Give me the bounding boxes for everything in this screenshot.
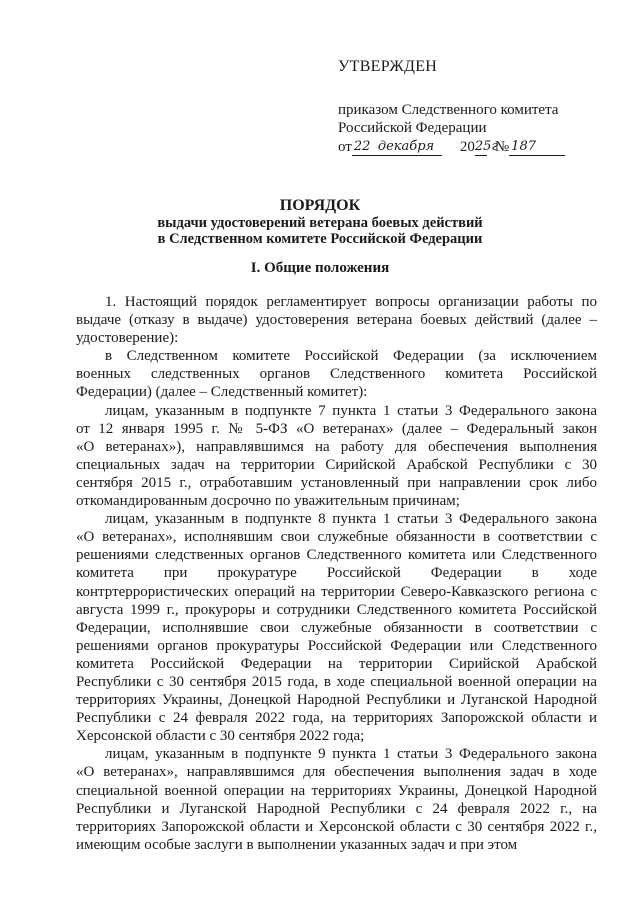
paragraph-1-line-1: 1. Настоящий порядок регламентирует вопросы организации работы по bbox=[105, 294, 597, 310]
paragraph-4-line-13: Херсонской области с 30 сентября 2022 года; bbox=[76, 728, 365, 745]
paragraph-2-line-1: в Следственном комитете Российской Федерации (за исключением bbox=[105, 348, 597, 365]
approval-line-1: приказом Следственного комитета bbox=[338, 102, 559, 118]
paragraph-3-line-2: от 12 января 1995 г. № 5-ФЗ «О ветеранах» (далее – Федеральный закон bbox=[76, 420, 597, 437]
paragraph-3-line-1: лицам, указанным в подпункте 7 пункта 1 статьи 3 Федерального закона bbox=[105, 402, 597, 419]
date-year-suffix: 25г bbox=[474, 139, 498, 154]
date-year-prefix: 20 bbox=[459, 139, 475, 155]
paragraph-4-line-1: лицам, указанным в подпункте 8 пункта 1 статьи 3 Федерального закона bbox=[105, 511, 597, 528]
date-prefix: от bbox=[338, 139, 352, 155]
paragraph-4-line-12: Республики с 24 февраля 2022 года, на территориях Запорожской области и bbox=[76, 710, 597, 727]
paragraph-3-line-5: сентября 2015 г., отработавшим установленный при направлении срок либо bbox=[76, 474, 597, 491]
date-month: декабря bbox=[376, 139, 442, 156]
paragraph-3-line-6: откомандированным досрочно по уважительным причинам; bbox=[76, 493, 460, 510]
approval-stamp bbox=[338, 58, 588, 156]
paragraph-4-line-6: августа 1999 г., прокуроры и сотрудники Следственного комитета Российской bbox=[76, 601, 597, 618]
paragraph-5-line-3: специальной военной операции на территориях Украины, Донецкой Народной bbox=[76, 782, 597, 799]
section-heading: I. Общие положения bbox=[250, 260, 390, 276]
paragraph-5-line-1: лицам, указанным в подпункте 9 пункта 1 статьи 3 Федерального закона bbox=[105, 746, 597, 763]
paragraph-1-line-2: выдаче (отказу в выдаче) удостоверения ветерана боевых действий (далее – bbox=[76, 312, 597, 329]
paragraph-4-line-10: Республики с 30 сентября 2015 года, в ходе специальной военной операции на bbox=[76, 673, 597, 690]
approval-line-2: Российской Федерации bbox=[338, 120, 487, 136]
paragraph-5-line-4: Республики и Луганской Народной Республики с 24 февраля 2022 г., на bbox=[76, 800, 597, 817]
order-number: 187 bbox=[509, 139, 565, 156]
paragraph-4-line-4: комитета при прокуратуре Российской Федерации в ходе bbox=[76, 565, 597, 582]
document-body bbox=[76, 293, 597, 854]
document-subtitle-line-2: в Следственном комитете Российской Федерации bbox=[157, 231, 483, 247]
paragraph-3-line-4: специальных задач на территории Сирийской Арабской Республики с 30 bbox=[76, 456, 597, 473]
approval-heading: УТВЕРЖДЕН bbox=[338, 58, 438, 75]
paragraph-4-line-7: Федерации, исполнявшие свои служебные обязанности в соответствии с bbox=[76, 619, 597, 636]
paragraph-4-line-2: «О ветеранах», исполнявшим свои служебные обязанности в соответствии с bbox=[76, 529, 597, 546]
paragraph-4-line-5: контртеррористических операций на территории Северо-Кавказского региона с bbox=[76, 583, 597, 600]
document-subtitle-line-1: выдачи удостоверений ветерана боевых действий bbox=[157, 215, 483, 231]
paragraph-5-line-5: территориях Запорожской области и Херсонской области с 30 сентября 2022 г., bbox=[76, 818, 597, 835]
paragraph-2-line-3: Федерации) (далее – Следственный комитет): bbox=[76, 384, 368, 401]
date-day: 22 bbox=[352, 139, 376, 156]
paragraph-4-line-11: территориях Украины, Донецкой Народной Республики и Луганской Народной bbox=[76, 692, 597, 709]
document-title: ПОРЯДОК bbox=[279, 197, 361, 214]
paragraph-3-line-3: «О ветеранах»), направлявшимся на работу для обеспечения выполнения bbox=[76, 438, 597, 455]
paragraph-4-line-3: решениями следственных органов Следственного комитета или Следственного bbox=[76, 547, 597, 564]
paragraph-1-line-3: удостоверение): bbox=[76, 330, 179, 347]
paragraph-4-line-9: комитета Российской Федерации на территории Сирийской Арабской bbox=[76, 655, 597, 672]
approval-date-number bbox=[338, 138, 588, 156]
paragraph-4-line-8: решениями органов прокуратуры Российской Федерации или Следственного bbox=[76, 637, 597, 654]
document-title-block bbox=[0, 197, 640, 247]
paragraph-5-line-6: имеющим особые заслуги в выполнении указанных задач и при этом bbox=[76, 836, 518, 853]
paragraph-5-line-2: «О ветеранах», направлявшимся для обеспечения выполнения задач в ходе bbox=[76, 764, 597, 781]
paragraph-2-line-2: военных следственных органов Следственного комитета Российской bbox=[76, 366, 597, 383]
number-sign: № bbox=[494, 139, 510, 155]
